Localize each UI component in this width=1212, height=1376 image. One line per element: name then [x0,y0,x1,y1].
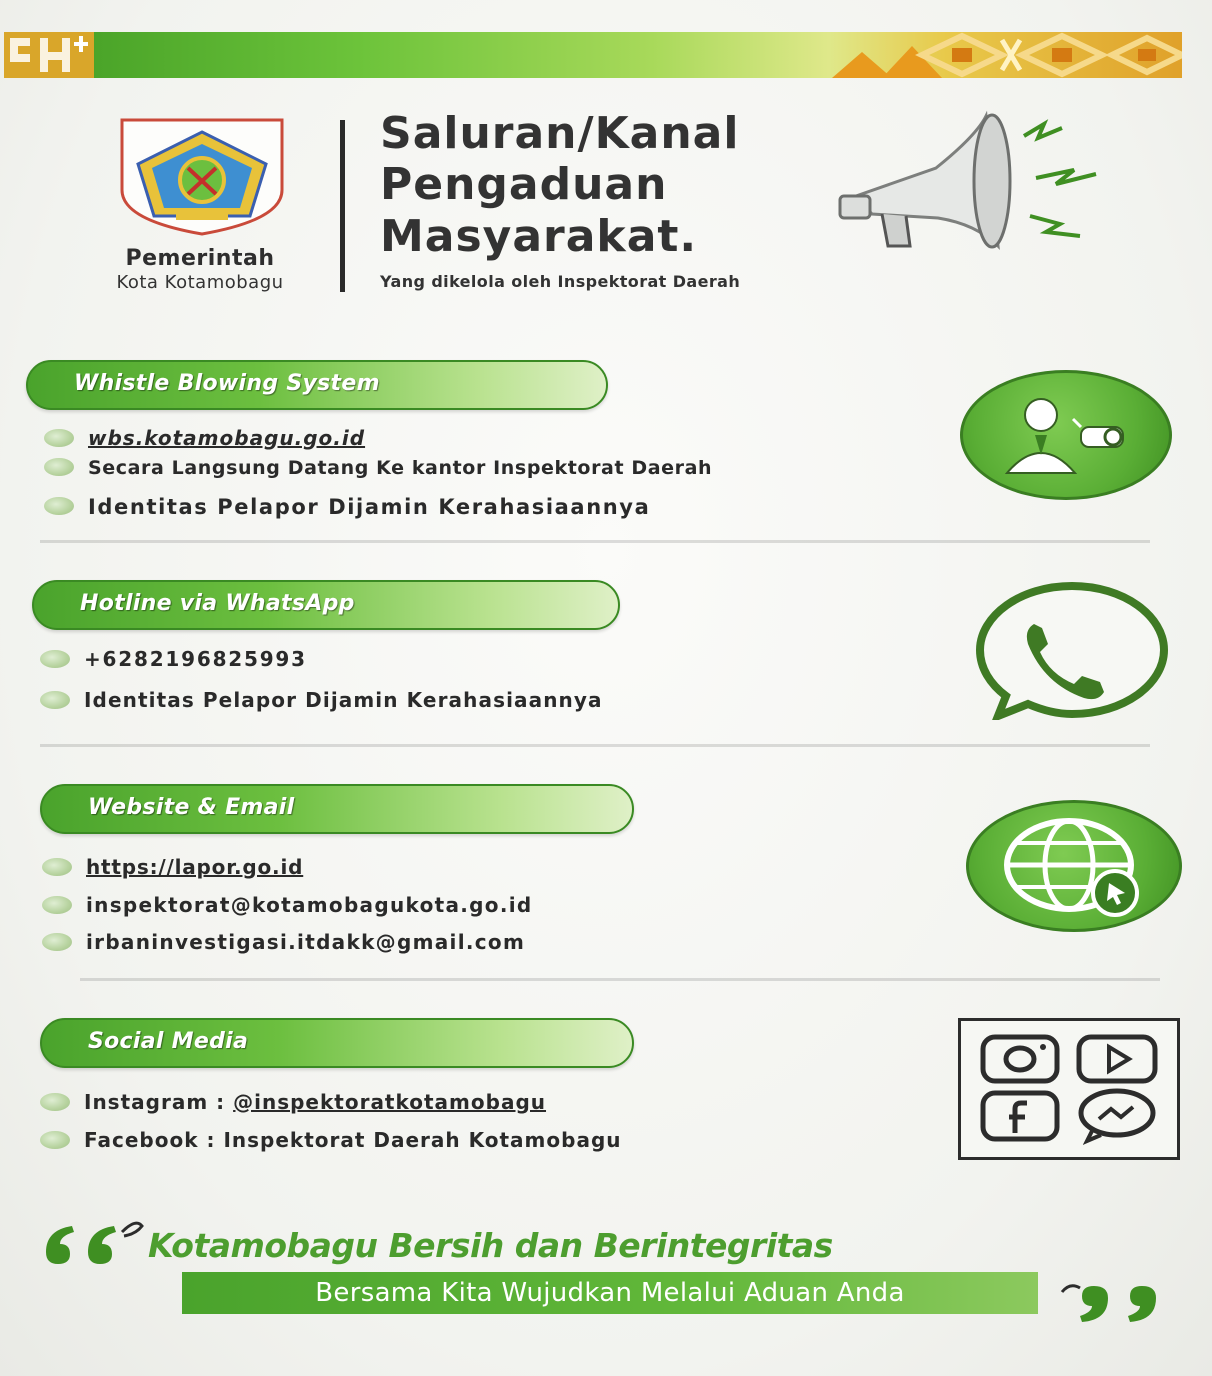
social-icons-box [958,1018,1180,1160]
whatsapp-item-2-text: Identitas Pelapor Dijamin Kerahasiaannya [84,688,603,712]
main-subtitle: Yang dikelola oleh Inspektorat Daerah [380,272,741,291]
web-item-1[interactable] [42,855,303,879]
main-title-line1: Saluran/Kanal [380,108,740,159]
wbs-link[interactable]: wbs.kotamobagu.go.id [88,426,366,450]
facebook-label: Facebook : [84,1128,224,1152]
ornament-left-icon [4,32,94,78]
gov-title: Pemerintah [125,246,275,271]
main-title-line2: Pengaduan [380,159,668,210]
megaphone-icon [826,96,1126,266]
section-web-title: Website & Email [88,795,295,820]
tagline: Bersama Kita Wujudkan Melalui Aduan Anda [315,1278,905,1308]
section-web-header [40,784,634,834]
scan-streak [40,744,1150,747]
section-social-title: Social Media [88,1029,249,1054]
quote-close-icon [1058,1278,1170,1326]
tagline-box [182,1272,1038,1314]
city-emblem-icon [118,118,286,236]
email-investigasi[interactable]: irbaninvestigasi.itdakk@gmail.com [86,930,526,954]
whatsapp-number[interactable]: +6282196825993 [84,647,307,671]
bullet-icon [40,1131,70,1149]
lapor-link[interactable]: https://lapor.go.id [86,855,304,879]
quote-open-icon [36,1212,146,1272]
bullet-icon [42,896,72,914]
facebook-icon[interactable] [983,1093,1057,1139]
header-divider [340,120,345,292]
wbs-item-2-text: Secara Langsung Datang Ke kantor Inspektorat Daerah [88,457,713,479]
gov-subtitle: Kota Kotamobagu [116,272,284,293]
facebook-name[interactable]: Inspektorat Daerah Kotamobagu [223,1128,622,1152]
section-whatsapp-header [32,580,620,630]
slogan: Kotamobagu Bersih dan Berintegritas [148,1226,833,1265]
instagram-label: Instagram : [84,1090,234,1114]
wbs-item-1[interactable] [44,426,365,450]
ornament-right-icon [822,32,1182,78]
top-banner [4,32,1182,78]
instagram-handle[interactable]: @inspektoratkotamobagu [233,1090,547,1114]
bullet-icon [42,933,72,951]
social-item-facebook[interactable] [40,1128,622,1152]
bullet-icon [42,858,72,876]
bullet-icon [44,458,74,476]
bullet-icon [40,650,70,668]
section-social-header [40,1018,634,1068]
main-title-line3: Masyarakat. [380,211,698,262]
scan-streak [40,540,1150,543]
whatsapp-item-2 [40,688,603,712]
wbs-item-3 [44,495,650,519]
bullet-icon [44,429,74,447]
instagram-icon[interactable] [983,1037,1057,1081]
bullet-icon [40,691,70,709]
youtube-icon[interactable] [1079,1037,1155,1081]
wbs-item-3-text: Identitas Pelapor Dijamin Kerahasiaannya [88,495,651,519]
section-wbs-title: Whistle Blowing System [74,371,380,396]
globe-cursor-icon [966,800,1182,932]
social-item-instagram[interactable] [40,1090,546,1114]
bullet-icon [40,1093,70,1111]
whatsapp-icon [964,580,1180,720]
section-whatsapp-title: Hotline via WhatsApp [80,591,355,616]
bullet-icon [44,497,74,515]
whistleblower-icon [960,370,1172,500]
messenger-icon[interactable] [1081,1091,1153,1141]
wbs-item-2 [44,457,712,479]
email-inspektorat[interactable]: inspektorat@kotamobagukota.go.id [86,893,533,917]
web-item-2[interactable] [42,893,533,917]
section-wbs-header [26,360,608,410]
web-item-3[interactable] [42,930,525,954]
scan-streak [80,978,1160,981]
whatsapp-item-1[interactable] [40,647,307,671]
